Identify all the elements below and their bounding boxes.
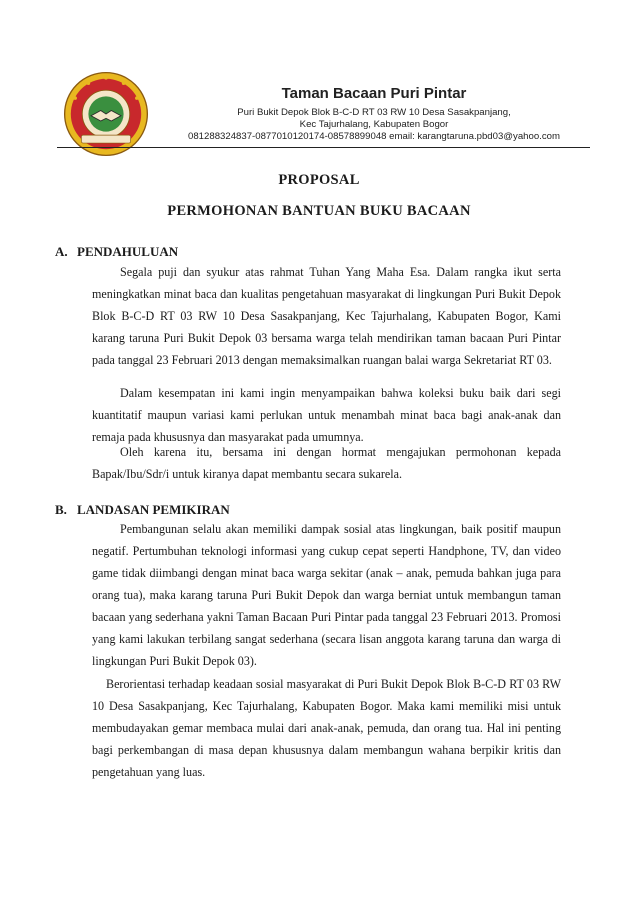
section-b-title: LANDASAN PEMIKIRAN xyxy=(77,502,230,517)
section-b-heading xyxy=(55,502,230,518)
contact-line: 081288324837-0877010120174-08578899048 email: karangtaruna.pbd03@yahoo.com xyxy=(188,131,560,142)
document-subtitle: PERMOHONAN BANTUAN BUKU BACAAN xyxy=(167,203,471,219)
address-line-2: Kec Tajurhalang, Kabupaten Bogor xyxy=(299,119,449,130)
section-a-heading xyxy=(55,244,178,260)
paragraph: Pembangunan selalu akan memiliki dampak sosial atas lingkungan, baik positif maupun negatif. Pertumbuhan teknologi informasi yang cukup cepat seperti Handphone, TV, dan video game tidak diimbangi dengan minat baca warga sekitar (anak – anak, pemuda bahkan juga para orang tua), maka karang taruna Puri Bukit Depok dan warga berniat untuk membangun taman bacaan yang sederhana yakni Taman Bacaan Puri Pintar pada tanggal 23 Februari 2013. Promosi yang kami lakukan terbilang sangat sederhana (secara lisan anggota karang taruna dan warga di lingkungan Puri Bukit Depok 03). xyxy=(92,522,561,668)
paragraph: Dalam kesempatan ini kami ingin menyampaikan bahwa koleksi buku baik dari segi kuantitatif maupun variasi kami perlukan untuk menambah minat baca bagi anak-anak dan remaja pada khususnya dan masyarakat pada umumnya. xyxy=(92,386,561,444)
paragraph: Berorientasi terhadap keadaan sosial masyarakat di Puri Bukit Depok Blok B-C-D RT 03 RW 10 Desa Sasakpanjang, Kec Tajurhalang, Kabupaten Bogor. Maka kami memiliki misi untuk membudayakan gemar membaca mulai dari anak-anak, pemuda, dan orang tua. Hal ini penting bagi perkembangan di masa depan khususnya dalam membangun wahana berpikir kritis dan pengetahuan yang luas. xyxy=(92,677,561,779)
letterhead-divider xyxy=(57,147,590,148)
section-a-label: A. xyxy=(55,244,68,259)
karang-taruna-emblem-icon xyxy=(62,70,150,158)
organization-name: Taman Bacaan Puri Pintar xyxy=(281,85,467,102)
paragraph: Segala puji dan syukur atas rahmat Tuhan Yang Maha Esa. Dalam rangka ikut serta meningkatkan minat baca dan kualitas pengetahuan masyarakat di lingkungan Puri Bukit Depok Blok B-C-D RT 03 RW 10 Desa Sasakpanjang, Kec Tajurhalang, Kabupaten Bogor, Kami karang taruna Puri Bukit Depok 03 bersama warga telah mendirikan taman bacaan Puri Pintar pada tanggal 23 Februari 2013 dengan memaksimalkan ruangan balai warga Sekretariat RT 03. xyxy=(92,265,561,367)
paragraph: Oleh karena itu, bersama ini dengan hormat mengajukan permohonan kepada Bapak/Ibu/Sdr/i untuk kiranya dapat membantu secara sukarela. xyxy=(92,445,561,481)
letterhead xyxy=(0,0,638,160)
section-a-title: PENDAHULUAN xyxy=(77,244,179,259)
address-line-1: Puri Bukit Depok Blok B-C-D RT 03 RW 10 Desa Sasakpanjang, xyxy=(237,107,511,118)
section-b-label: B. xyxy=(55,502,67,517)
document-title: PROPOSAL xyxy=(278,172,360,188)
